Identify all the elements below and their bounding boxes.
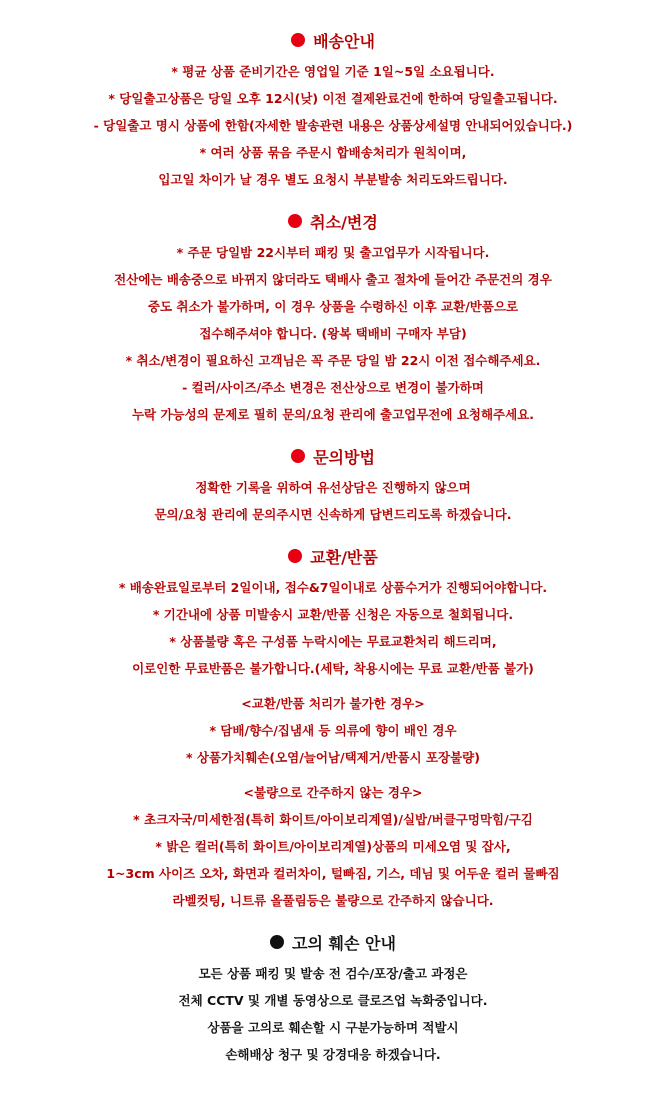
exchange-line: * 배송완료일로부터 2일이내, 접수&7일이내로 상품수거가 진행되어야합니다. (118, 580, 548, 595)
shipping-title (0, 22, 666, 58)
cancel-line: * 주문 당일밤 22시부터 패킹 및 출고업무가 시작됩니다. (176, 245, 490, 260)
exchange-line: 이로인한 무료반품은 불가합니다.(세탁, 착용시에는 무료 교환/반품 불가) (132, 661, 534, 676)
exchange-title-text: 교환/반품 (310, 547, 378, 567)
exchange-not-defect-line: 라벨컷팅, 니트류 올풀림등은 불량으로 간주하지 않습니다. (172, 893, 494, 908)
inquiry-line: 문의/요청 관리에 문의주시면 신속하게 답변드리도록 하겠습니다. (154, 507, 512, 522)
filled-circle-icon (288, 214, 302, 228)
cancel-line: 누락 가능성의 문제로 필히 문의/요청 관리에 출고업무전에 요청해주세요. (131, 407, 535, 422)
cancel-line: - 컬러/사이즈/주소 변경은 전산상으로 변경이 불가하며 (182, 380, 484, 395)
damage-section (0, 924, 666, 1068)
inquiry-title-text: 문의방법 (313, 447, 375, 467)
filled-circle-icon (291, 449, 305, 463)
shipping-line: * 평균 상품 준비기간은 영업일 기준 1일~5일 소요됩니다. (171, 64, 495, 79)
exchange-not-defect-line: * 초크자국/미세한점(특히 화이트/아이보리계열)/실밥/버클구멍막힘/구김 (133, 812, 533, 827)
filled-circle-icon (288, 549, 302, 563)
cancel-title-text: 취소/변경 (310, 212, 378, 232)
exchange-not-defect-heading: <불량으로 간주하지 않는 경우> (243, 785, 423, 800)
shipping-title-text: 배송안내 (313, 31, 375, 51)
cancel-section (0, 203, 666, 428)
inquiry-line: 정확한 기록을 위하여 유선상담은 진행하지 않으며 (195, 480, 471, 495)
exchange-title (0, 538, 666, 574)
shipping-line: * 여러 상품 묶음 주문시 합배송처리가 원칙이며, (199, 145, 467, 160)
shipping-line: 입고일 차이가 날 경우 별도 요청시 부분발송 처리도와드립니다. (158, 172, 508, 187)
damage-line: 손해배상 청구 및 강경대응 하겠습니다. (225, 1047, 441, 1062)
shipping-line: - 당일출고 명시 상품에 한함(자세한 발송관련 내용은 상품상세설명 안내되어있습니다.) (93, 118, 573, 133)
exchange-line: * 기간내에 상품 미발송시 교환/반품 신청은 자동으로 철회됩니다. (152, 607, 514, 622)
exchange-not-defect-line: 1~3cm 사이즈 오차, 화면과 컬러차이, 털빠짐, 기스, 데님 및 어두운 컬러 물빠짐 (106, 866, 560, 881)
damage-line: 상품을 고의로 훼손할 시 구분가능하며 적발시 (207, 1020, 459, 1035)
exchange-not-defect-line: * 밝은 컬러(특히 화이트/아이보리계열)상품의 미세오염 및 잡사, (155, 839, 511, 854)
cancel-line: * 취소/변경이 필요하신 고객님은 꼭 주문 당일 밤 22시 이전 접수해주세요. (125, 353, 541, 368)
exchange-line: * 상품불량 혹은 구성품 누락시에는 무료교환처리 해드리며, (169, 634, 497, 649)
cancel-line: 전산에는 배송중으로 바뀌지 않더라도 택배사 출고 절차에 들어간 주문건의 경우 (114, 272, 552, 287)
damage-title-text: 고의 훼손 안내 (292, 933, 396, 953)
damage-line: 전체 CCTV 및 개별 동영상으로 클로즈업 녹화중입니다. (178, 993, 488, 1008)
inquiry-section (0, 438, 666, 528)
shipping-section (0, 22, 666, 193)
cancel-title (0, 203, 666, 239)
damage-line: 모든 상품 패킹 및 발송 전 검수/포장/출고 과정은 (198, 966, 468, 981)
cancel-line: 접수해주셔야 합니다. (왕복 택배비 구매자 부담) (199, 326, 467, 341)
cancel-line: 중도 취소가 불가하며, 이 경우 상품을 수령하신 이후 교환/반품으로 (147, 299, 519, 314)
inquiry-title (0, 438, 666, 474)
exchange-not-allowed-line: * 담배/향수/집냄새 등 의류에 향이 배인 경우 (209, 723, 457, 738)
damage-title (0, 924, 666, 960)
exchange-section (0, 538, 666, 914)
shipping-line: * 당일출고상품은 당일 오후 12시(낮) 이전 결제완료건에 한하여 당일출고됩니다. (108, 91, 558, 106)
filled-circle-icon (291, 33, 305, 47)
exchange-not-allowed-heading: <교환/반품 처리가 불가한 경우> (241, 696, 425, 711)
exchange-not-allowed-line: * 상품가치훼손(오염/늘어남/택제거/반품시 포장불량) (186, 750, 480, 765)
filled-circle-icon (270, 935, 284, 949)
